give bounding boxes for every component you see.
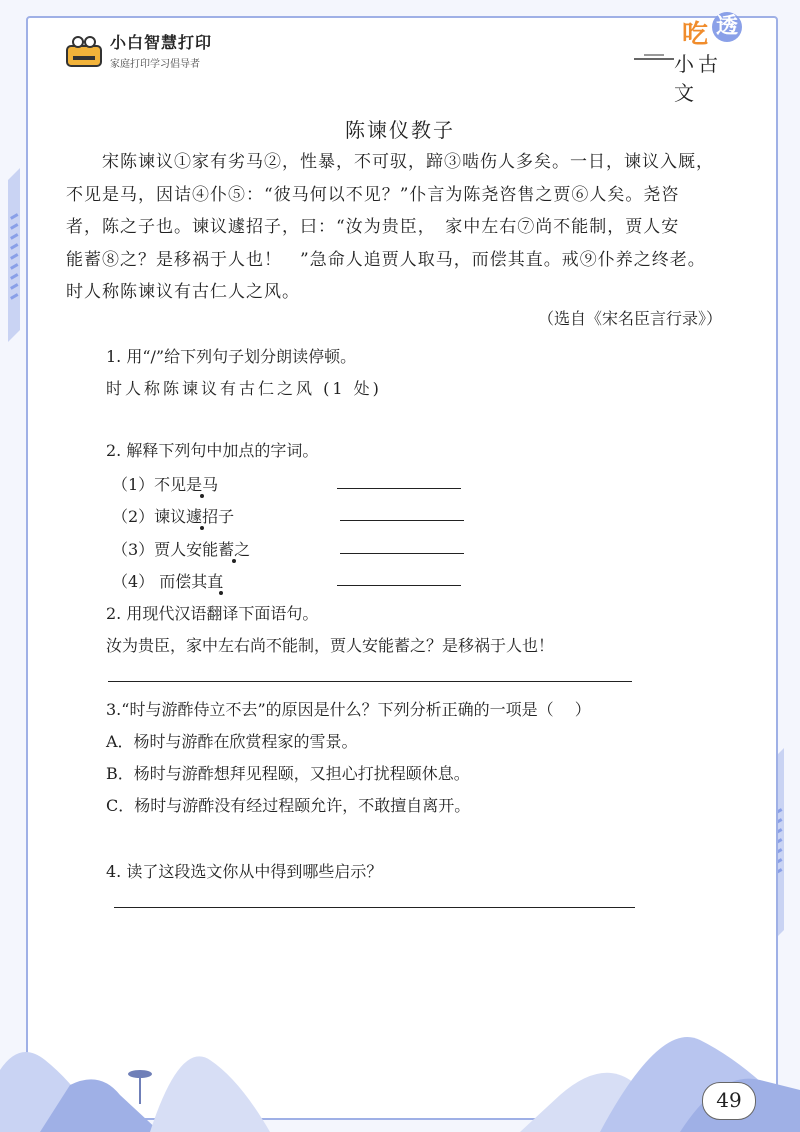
question-1-sentence: 时人称陈谏议有古仁之风 (1 处) xyxy=(106,379,382,398)
emphasis-dot xyxy=(200,526,204,530)
article-line: 者，陈之子也。谏议遽招子，曰：“汝为贵臣， 家中左右⑦尚不能制，贾人安 xyxy=(66,217,680,237)
article-title: 陈谏仪教子 xyxy=(345,118,455,142)
question-1-prompt: 1. 用“/”给下列句子划分朗读停顿。 xyxy=(106,347,357,366)
cloud-line-decoration xyxy=(634,54,674,64)
answer-blank[interactable] xyxy=(340,520,464,521)
article-line: 能蓄⑧之？是移祸于人也！ ”急命人追贾人取马，而偿其直。戒⑨仆养之终老。 xyxy=(66,249,706,270)
question-4-prompt: 3.“时与游酢侍立不去”的原因是什么？下列分析正确的一项是（ ） xyxy=(106,700,591,719)
article-line: 不见是马，因诘④仆⑤：“彼马何以不见？”仆言为陈尧咨售之贾⑥人矣。尧咨 xyxy=(66,184,680,205)
question-3-prompt: 2. 用现代汉语翻译下面语句。 xyxy=(106,604,319,623)
series-badge xyxy=(634,14,744,105)
question-2-item: （4） 而偿其直 xyxy=(112,572,224,591)
mountain-landscape-decoration xyxy=(0,1000,800,1132)
brand-logo xyxy=(64,30,212,70)
question-4-option[interactable]: B．杨时与游酢想拜见程颐，又担心打扰程颐休息。 xyxy=(106,764,470,783)
question-2-item: （1）不见是马 xyxy=(112,475,219,494)
logo-subtitle: 家庭打印学习倡导者 xyxy=(110,59,200,70)
answer-blank[interactable] xyxy=(337,585,461,586)
badge-tou-char: 透 xyxy=(712,12,742,42)
question-4-option[interactable]: C．杨时与游酢没有经过程颐允许，不敢擅自离开。 xyxy=(106,796,471,815)
question-2-item: （3）贾人安能蓄之 xyxy=(112,540,251,559)
article-body xyxy=(66,146,756,309)
question-2-item: （2）谏议遽招子 xyxy=(112,507,235,526)
question-3-sentence: 汝为贵臣，家中左右尚不能制，贾人安能蓄之？是移祸于人也！ xyxy=(106,636,555,655)
badge-subtitle: 小古文 xyxy=(674,52,722,105)
page-number: 49 xyxy=(702,1082,756,1120)
answer-blank[interactable] xyxy=(337,488,461,489)
badge-chi-char: 吃 xyxy=(682,20,709,50)
emphasis-dot xyxy=(219,591,223,595)
question-5-prompt: 4. 读了这段选文你从中得到哪些启示？ xyxy=(106,862,383,881)
printer-mascot-icon xyxy=(64,30,104,70)
question-2-prompt: 2. 解释下列句中加点的字词。 xyxy=(106,441,319,460)
article-line: 宋陈谏议①家有劣马②，性暴，不可驭，蹄③啮伤人多矣。一日，谏议入厩， xyxy=(66,152,714,172)
question-4-option[interactable]: A．杨时与游酢在欣赏程家的雪景。 xyxy=(106,732,358,751)
answer-blank[interactable] xyxy=(340,553,464,554)
answer-line[interactable] xyxy=(108,681,632,682)
logo-title: 小白智慧打印 xyxy=(110,33,213,52)
article-line: 时人称陈谏议有古仁人之风。 xyxy=(66,282,300,302)
emphasis-dot xyxy=(200,494,204,498)
answer-line[interactable] xyxy=(114,907,635,908)
emphasis-dot xyxy=(232,559,236,563)
article-source: （选自《宋名臣言行录》） xyxy=(537,309,722,328)
